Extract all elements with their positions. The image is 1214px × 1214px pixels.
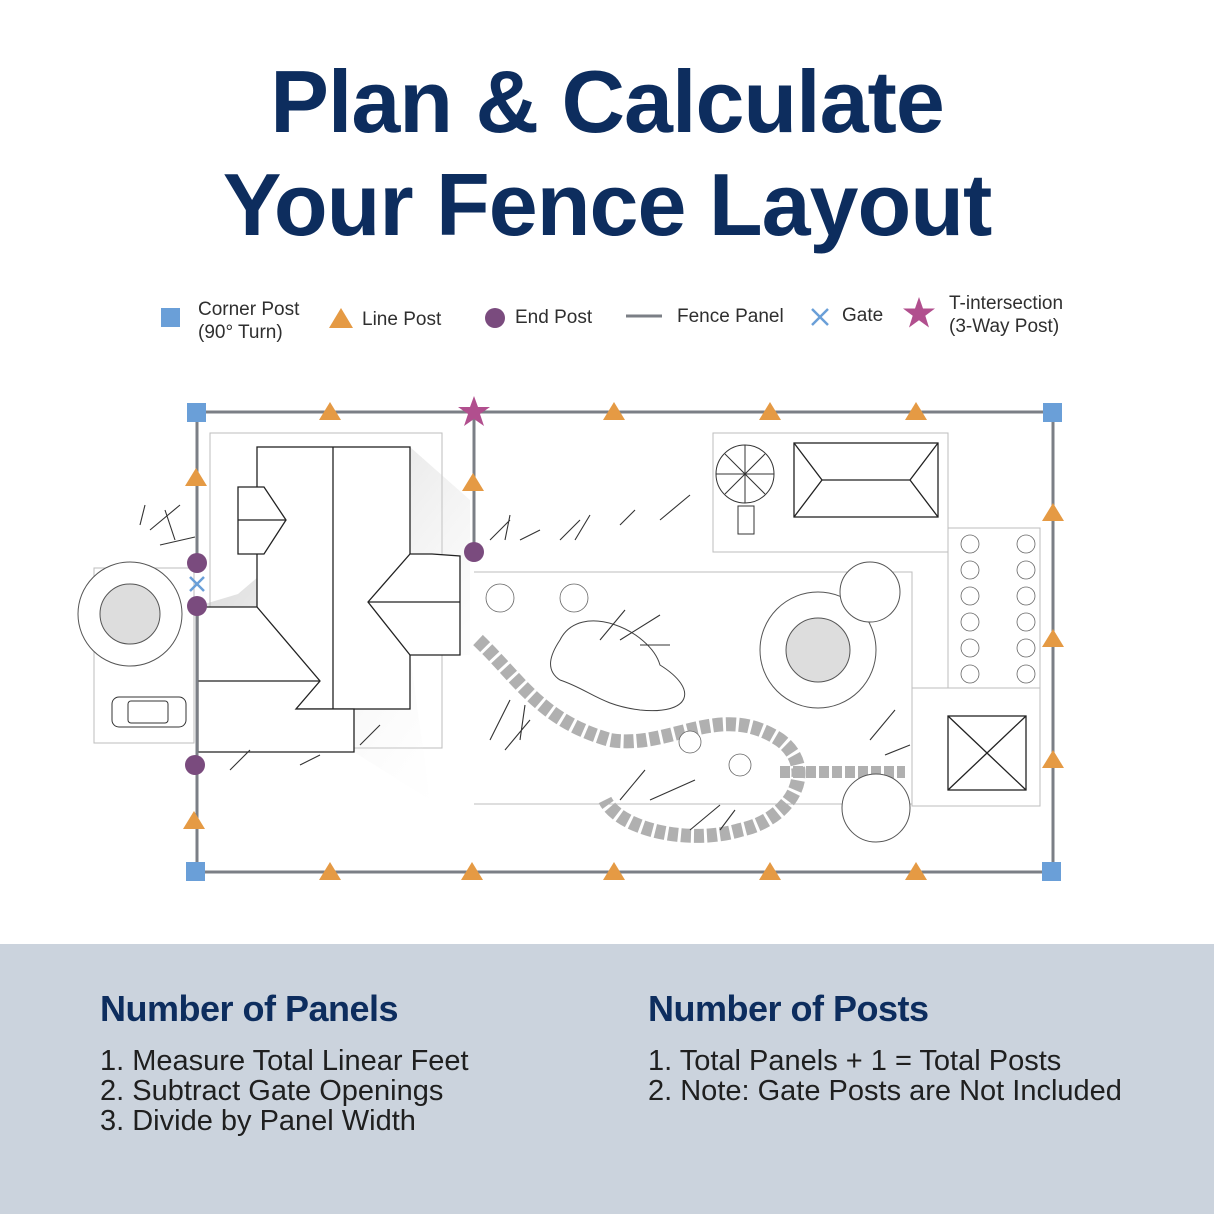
panels-steps [100,1046,469,1136]
line-post [183,811,205,829]
pond [551,621,685,711]
legend-corner-post [198,298,299,344]
panels-step: 1. Measure Total Linear Feet [100,1045,469,1077]
calculation-panel [0,944,1214,1214]
legend-fence-panel-label: Fence Panel [677,306,784,327]
end-post [187,596,207,616]
legend-t-intersection-label: T-intersection [949,293,1064,314]
line-post-icon [328,307,354,329]
page-title [0,50,1214,256]
t-intersection-star-icon [902,296,936,330]
legend-t-intersection-sublabel: (3-Way Post) [949,316,1060,337]
fence-layout-diagram [0,380,1214,900]
panels-step: 2. Subtract Gate Openings [100,1075,444,1107]
posts-steps [648,1046,1122,1106]
end-post [185,755,205,775]
line-post [185,468,207,486]
line-post [462,473,484,491]
fence-panel-icon [626,313,662,319]
corner-post [187,403,206,422]
shed [948,716,1026,790]
legend-gate-label: Gate [842,305,884,326]
legend-corner-post-label: Corner Post [198,299,300,320]
legend-end-post-label: End Post [515,307,593,328]
title-line-1: Plan & Calculate [270,52,944,151]
corner-post [186,862,205,881]
panels-step: 3. Divide by Panel Width [100,1105,416,1137]
legend-line-post-label: Line Post [362,309,442,330]
line-post [1042,629,1064,647]
posts-step: 1. Total Panels + 1 = Total Posts [648,1045,1062,1077]
line-post [1042,750,1064,768]
title-line-2: Your Fence Layout [222,155,992,254]
corner-post [1042,862,1061,881]
panels-column [100,988,469,1136]
legend [0,292,1214,352]
posts-heading: Number of Posts [648,988,929,1029]
legend-corner-post-sublabel: (90° Turn) [198,322,283,343]
posts-column [648,988,1122,1106]
corner-post [1043,403,1062,422]
panels-heading: Number of Panels [100,988,399,1029]
end-post [187,553,207,573]
line-post [1042,503,1064,521]
pergola-top [794,443,938,517]
corner-post-icon [161,308,180,327]
legend-t-intersection [949,292,1063,338]
end-post [464,542,484,562]
patio-umbrella [716,445,774,534]
car [112,697,186,727]
end-post-icon [484,307,506,329]
gate-marker [190,577,204,591]
posts-step: 2. Note: Gate Posts are Not Included [648,1075,1122,1107]
gate-x-icon [810,307,830,327]
